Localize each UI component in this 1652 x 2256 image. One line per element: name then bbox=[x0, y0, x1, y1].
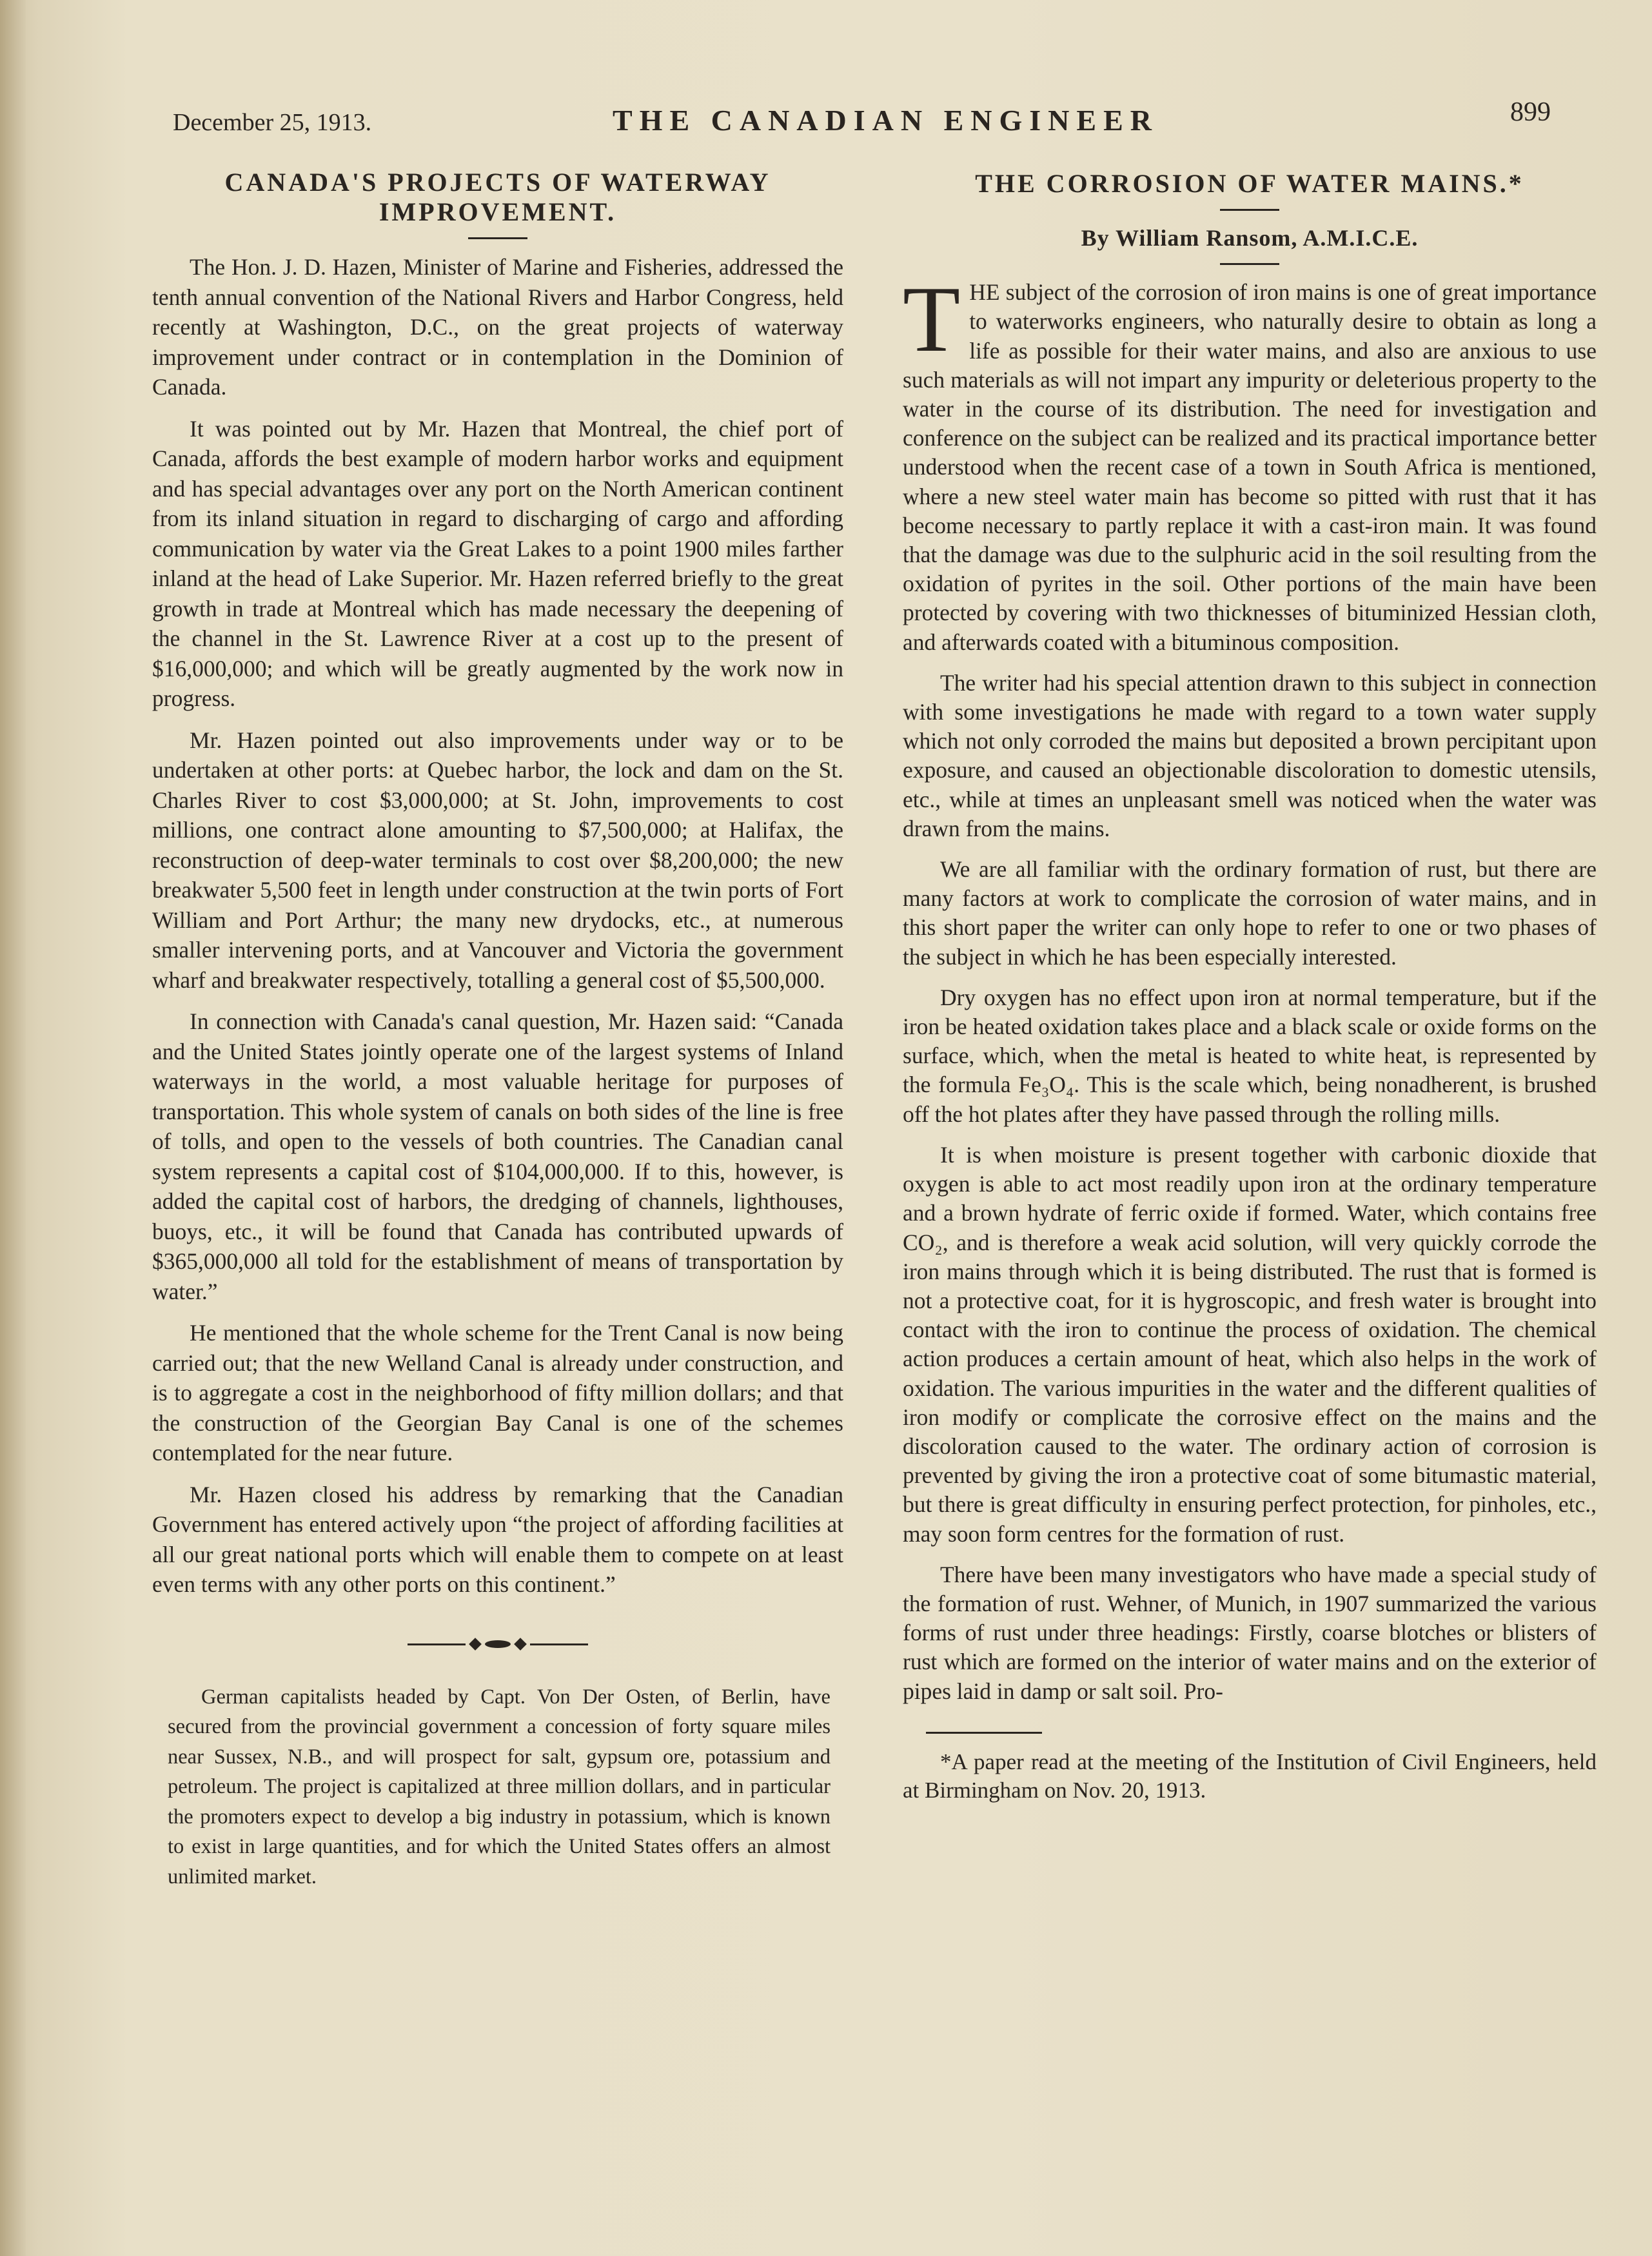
left-article-title: CANADA'S PROJECTS OF WATERWAY IMPROVEMENT. bbox=[224, 168, 771, 226]
paragraph: Mr. Hazen pointed out also improvements under way or to be undertaken at other ports: at Quebec harbor, the lock and dam on the St. Charles River to cost $3,000,000; at St. John, improvements to cost millions, one contract alone amounting to $7,500,000; at Halifax, the reconstruction of deep-water terminals to cost over $8,200,000; the new breakwater 5,500 feet in length under construction at the twin ports of Fort William and Port Arthur; the many new drydocks, etc., at numerous smaller intervening ports, and at Vancouver and Victoria the government wharf and breakwater respectively, totalling a general cost of $5,500,000. bbox=[152, 727, 843, 993]
journal-title: THE CANADIAN ENGINEER bbox=[613, 104, 1159, 137]
title-rule bbox=[468, 237, 527, 239]
news-note bbox=[152, 1682, 843, 1892]
footnote-rule bbox=[926, 1732, 1042, 1734]
opening-paragraph bbox=[903, 267, 1597, 657]
paragraph: Mr. Hazen closed his address by remarking that the Canadian Government has entered actively upon “the project of affording facilities at all our great national ports which will enable them to compete on at least even terms with any other ports on this continent.” bbox=[152, 1481, 843, 1597]
paragraph: Dry oxygen has no effect upon iron at normal temperature, but if the iron be heated oxidation takes place and a black scale or oxide forms on the surface, which, when the metal is heated to white heat, is represented by the formula Fe₃O₄. This is the scale which, being nonadherent, is brushed off the hot plates after they have passed through the rolling mills. bbox=[903, 984, 1597, 1127]
paragraph: There have been many investigators who have made a special study of the formation of rust. Wehner, of Munich, in 1907 summarized the various forms of rust under three headings: Firstly, coarse blotches or blisters of rust which are formed on the interior of water mains and on the exterior of pipes laid in damp or salt soil. Pro- bbox=[903, 1561, 1597, 1704]
left-column bbox=[152, 168, 843, 1892]
left-article-body bbox=[152, 252, 843, 1600]
page-number: 899 bbox=[1510, 97, 1551, 127]
author-byline: By William Ransom, A.M.I.C.E. bbox=[1081, 225, 1419, 251]
right-article-title: THE CORROSION OF WATER MAINS.* bbox=[975, 169, 1524, 198]
paragraph: It is when moisture is present together with carbonic dioxide that oxygen is able to act most readily upon iron at the ordinary temperature and a brown hydrate of ferric oxide if formed. Water, which contains free CO₂, and is therefore a weak acid solution, will very quickly corrode the iron mains through which it is being distributed. The rust that is formed is not a protective coat, for it is hygroscopic, and fresh water is brought into contact with the iron to continue the process of oxidation. The chemical action produces a certain amount of heat, which also helps in the work of oxidation. The various impurities in the water and the different qualities of iron modify or complicate the corrosive effect on the mains and the discoloration caused to the water. The ordinary action of corrosion is prevented by giving the iron a protective coat of some bitumastic material, but there is great difficulty in ensuring perfect protection, for pinholes, etc., may soon form centres for the formation of rust. bbox=[903, 1141, 1597, 1547]
paragraph: He mentioned that the whole scheme for the Trent Canal is now being carried out; that the new Welland Canal is already under construction, and is to aggregate a cost in the neighborhood of fifty million dollars; and that the construction of the Georgian Bay Canal is one of the schemes contemplated for the near future. bbox=[152, 1320, 843, 1466]
issue-date: December 25, 1913. bbox=[173, 109, 372, 136]
paragraph: We are all familiar with the ordinary formation of rust, but there are many factors at work to complicate the corrosion of water mains, and in this short paper the writer can only hope to refer to one or two phases of the subject in which he has been especially interested. bbox=[903, 856, 1597, 970]
byline-rule bbox=[1220, 263, 1279, 265]
binding-gutter bbox=[0, 0, 26, 2256]
right-article-body bbox=[903, 267, 1597, 1706]
footnote: *A paper read at the meeting of the Institution of Civil Engineers, held at Birmingham on Nov. 20, 1913. bbox=[903, 1749, 1597, 1803]
drop-cap: T bbox=[903, 267, 961, 372]
paragraph: In connection with Canada's canal question, Mr. Hazen said: “Canada and the United States jointly operate one of the largest systems of Inland waterways in the world, a most valuable heritage for purposes of transportation. This whole system of canals on both sides of the line is free of tolls, and open to the vessels of both countries. The Canadian canal system represents a capital cost of $104,000,000. If to this, however, is added the capital cost of harbors, the dredging of channels, lighthouses, buoys, etc., it will be found that Canada has contributed upwards of $365,000,000 all told for the establishment of means of transportation by water.” bbox=[152, 1008, 843, 1304]
paragraph: It was pointed out by Mr. Hazen that Montreal, the chief port of Canada, affords the best example of modern harbor works and equipment and has special advantages over any port on the North American continent from its inland situation in regard to discharging of cargo and affording communication by water via the Great Lakes to a point 1900 miles farther inland at the head of Lake Superior. Mr. Hazen referred briefly to the great growth in trade at Montreal which has made necessary the deepening of the channel in the St. Lawrence River at a cost up to the present of $16,000,000; and which will be greatly augmented by the work now in progress. bbox=[152, 415, 843, 711]
title-rule bbox=[1220, 209, 1279, 211]
right-column bbox=[903, 169, 1597, 1805]
note-paragraph: German capitalists headed by Capt. Von Der Osten, of Berlin, have secured from the provincial government a concession of forty square miles near Sussex, N.B., and will prospect for salt, gypsum ore, potassium and petroleum. The project is capitalized at three million dollars, and in particular the promoters expect to develop a big industry in potassium, which is known to exist in large quantities, and for which the United States offers an almost unlimited market. bbox=[168, 1685, 831, 1888]
paragraph: The Hon. J. D. Hazen, Minister of Marine and Fisheries, addressed the tenth annual convention of the National Rivers and Harbor Congress, held recently at Washington, D.C., on the great projects of waterway improvement under contract or in contemplation in the Dominion of Canada. bbox=[152, 254, 843, 400]
section-ornament bbox=[152, 1628, 843, 1647]
paragraph: The writer had his special attention drawn to this subject in connection with some investigations he made with regard to a town water supply which not only corroded the mains but deposited a brown percipitant upon exposure, and caused an objectionable discoloration to domestic utensils, etc., while at times an unpleasant smell was noticed when the water was drawn from the mains. bbox=[903, 669, 1597, 841]
opening-text: HE subject of the corrosion of iron mains is one of great importance to waterworks engineers, who naturally desire to obtain as long a life as possible for their water mains, and also are anxious to use such materials as will not impart any impurity or deleterious property to the water in the course of its distribution. The need for investigation and conference on the subject can be realized and its practical importance better understood when the recent case of a town in South Africa is mentioned, where a new steel water main has become so pitted with rust that it has become necessary to partly replace it with a cast-iron main. It was found that the damage was due to the sulphuric acid in the soil resulting from the oxidation of pyrites in the soil. Other portions of the main have been protected by covering with two thicknesses of bituminized Hessian cloth, and afterwards coated with a bituminous composition. bbox=[903, 279, 1597, 655]
